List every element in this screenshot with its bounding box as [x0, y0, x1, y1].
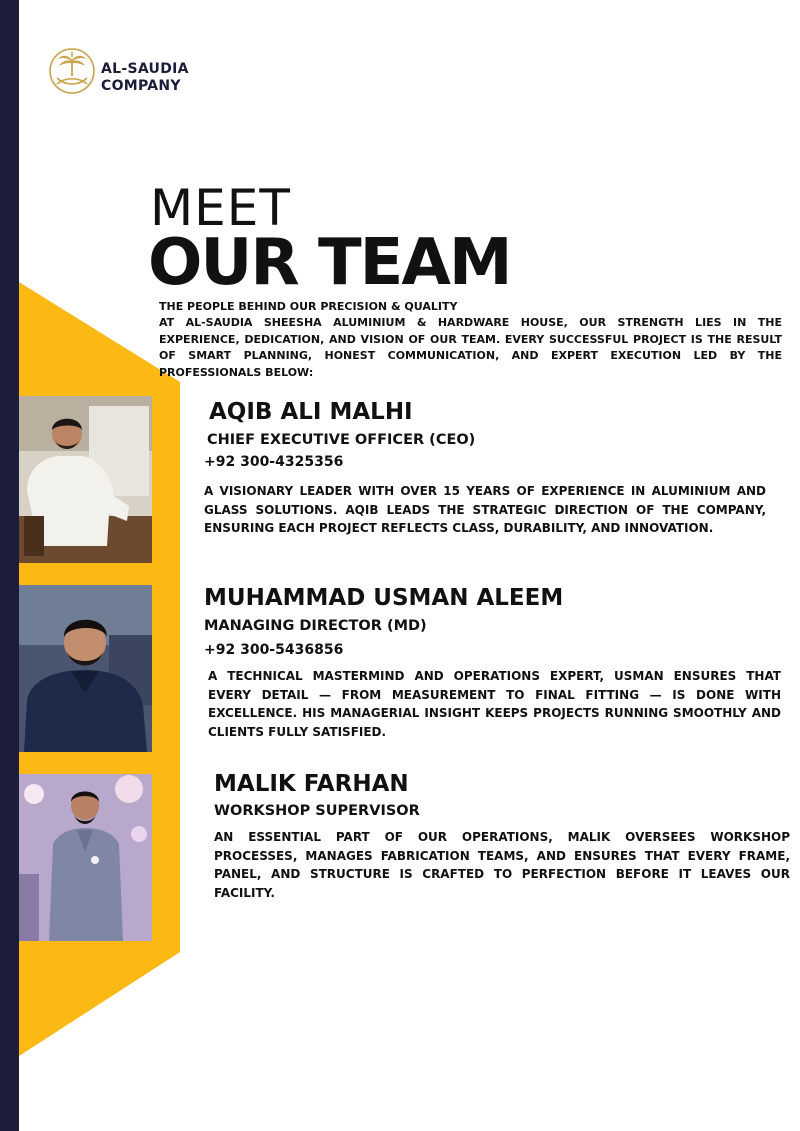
member-photo-supervisor: [19, 774, 152, 941]
member-name-md: MUHAMMAD USMAN ALEEM: [204, 585, 564, 611]
member-bio-supervisor: AN ESSENTIAL PART OF OUR OPERATIONS, MALIK OVERSEES WORKSHOP PROCESSES, MANAGES FABRICATION TEAMS, AND ENSURES THAT EVERY FRAME, PANEL, AND STRUCTURE IS CRAFTED TO PERFECTION BEFORE IT LEAVES OUR FACILITY.: [214, 830, 790, 900]
company-name-line1: AL-SAUDIA: [101, 61, 189, 77]
subheading: THE PEOPLE BEHIND OUR PRECISION & QUALITY: [159, 300, 458, 313]
member-bio-ceo: A VISIONARY LEADER WITH OVER 15 YEARS OF EXPERIENCE IN ALUMINIUM AND GLASS SOLUTIONS. AQIB LEADS THE STRATEGIC DIRECTION OF THE COMPANY, ENSURING EACH PROJECT REFLECTS CLASS, DURABILITY, AND INNOVATION.: [204, 484, 766, 535]
member-phone-ceo[interactable]: +92 300-4325356: [204, 454, 344, 470]
member-bio-md: A TECHNICAL MASTERMIND AND OPERATIONS EXPERT, USMAN ENSURES THAT EVERY DETAIL — FROM MEASUREMENT TO FINAL FITTING — IS DONE WITH EXCELLENCE. HIS MANAGERIAL INSIGHT KEEPS PROJECTS RUNNING SMOOTHLY AND CLIENTS FULLY SATISFIED.: [208, 669, 781, 739]
member-photo-md: [19, 585, 152, 752]
member-role-md: MANAGING DIRECTOR (MD): [204, 618, 427, 634]
member-phone-md[interactable]: +92 300-5436856: [204, 642, 344, 658]
company-name-line2: COMPANY: [101, 78, 181, 94]
palm-swords-logo-icon: [48, 46, 96, 96]
member-photo-ceo: [19, 396, 152, 563]
member-role-ceo: CHIEF EXECUTIVE OFFICER (CEO): [207, 432, 476, 448]
heading-meet: MEET: [150, 179, 291, 237]
member-name-ceo: AQIB ALI MALHI: [209, 399, 413, 425]
member-role-supervisor: WORKSHOP SUPERVISOR: [214, 803, 420, 819]
heading-our-team: OUR TEAM: [148, 226, 511, 300]
company-name: [101, 61, 189, 95]
member-name-supervisor: MALIK FARHAN: [214, 771, 409, 797]
intro-paragraph: AT AL-SAUDIA SHEESHA ALUMINIUM & HARDWARE HOUSE, OUR STRENGTH LIES IN THE EXPERIENCE, DEDICATION, AND VISION OF OUR TEAM. EVERY SUCCESSFUL PROJECT IS THE RESULT OF SMART PLANNING, HONEST COMMUNICATION, AND EXPERT EXECUTION LED BY THE PROFESSIONALS BELOW:: [159, 316, 782, 379]
